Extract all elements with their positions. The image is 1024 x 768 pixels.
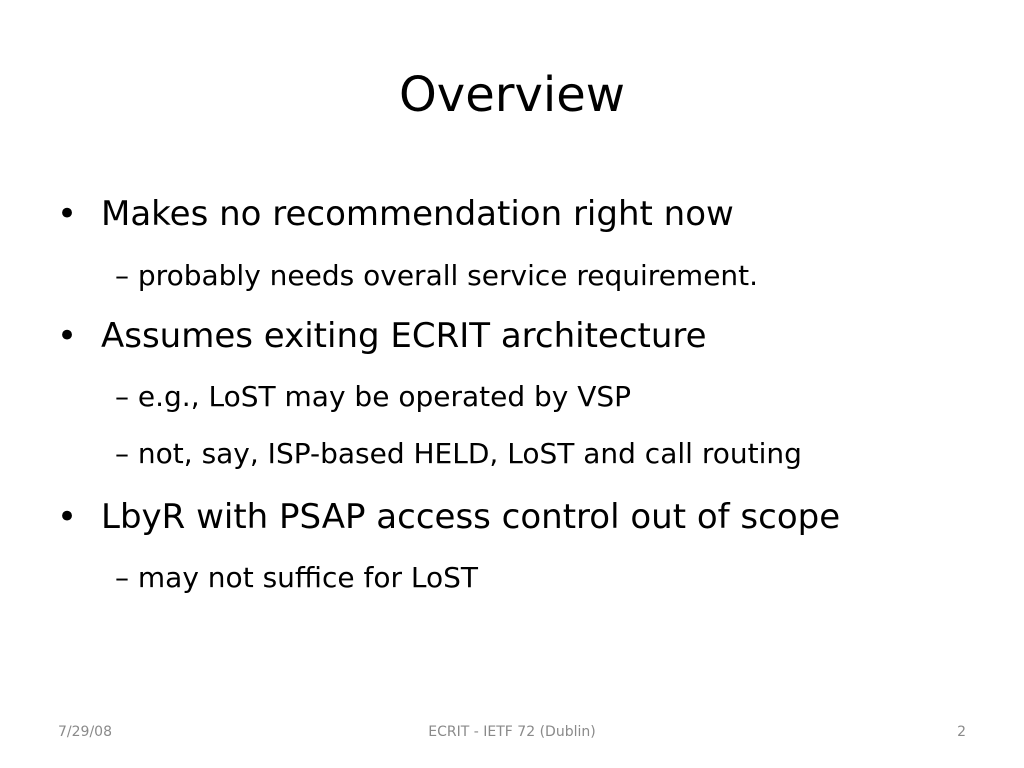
page-number: 2 <box>957 724 966 740</box>
bullet-text: Assumes exiting ECRIT architecture <box>101 316 707 356</box>
bullet-marker: • <box>57 194 78 234</box>
bullet-item <box>57 185 734 243</box>
dash-marker: – <box>115 380 129 413</box>
sub-bullet-item <box>115 251 758 301</box>
dash-marker: – <box>115 561 129 594</box>
bullet-marker: • <box>57 497 78 537</box>
sub-bullet-item <box>115 553 478 603</box>
slide-title: Overview <box>399 67 625 123</box>
sub-bullet-item <box>115 372 631 422</box>
dash-marker: – <box>115 259 129 292</box>
dash-marker: – <box>115 437 129 470</box>
bullet-item <box>57 488 840 546</box>
bullet-marker: • <box>57 316 78 356</box>
bullet-text: LbyR with PSAP access control out of scope <box>101 497 841 537</box>
bullet-text: Makes no recommendation right now <box>101 194 734 234</box>
footer-date: 7/29/08 <box>58 724 112 740</box>
sub-bullet-text: probably needs overall service requirement. <box>137 259 759 292</box>
footer-title: ECRIT - IETF 72 (Dublin) <box>428 724 596 740</box>
sub-bullet-text: e.g., LoST may be operated by VSP <box>137 380 632 413</box>
sub-bullet-text: may not suffice for LoST <box>137 561 479 594</box>
sub-bullet-text: not, say, ISP-based HELD, LoST and call routing <box>137 437 802 470</box>
sub-bullet-item <box>115 429 802 479</box>
bullet-item <box>57 307 707 365</box>
